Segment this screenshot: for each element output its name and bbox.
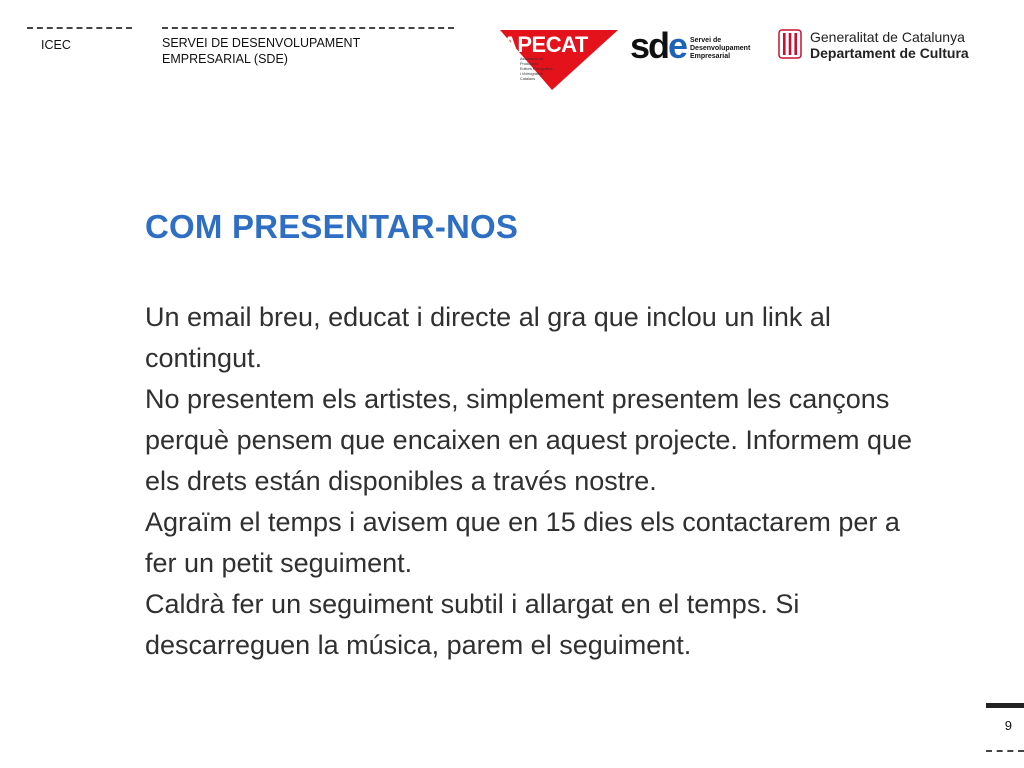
- apecat-subtitle-line: Editors Fonogràfics: [520, 67, 553, 71]
- header-label-icec: ICEC: [41, 38, 71, 52]
- sde-logo: [630, 26, 760, 66]
- generalitat-logo: [778, 28, 988, 64]
- apecat-logo-name: APECAT: [502, 32, 588, 57]
- sde-logo-line: Empresarial: [690, 53, 731, 60]
- sde-logo-mark: sd: [630, 26, 669, 66]
- paragraph-2: No presentem els artistes, simplement presentem les cançons perquè pensem que encaixen en aquest projecte. Informem que els drets están disponibles a través nostre.: [145, 384, 912, 496]
- apecat-subtitle-line: Productors: [520, 62, 539, 66]
- header-label-sde: SERVEI DE DESENVOLUPAMENT EMPRESARIAL (SDE): [162, 36, 360, 66]
- slide-title: COM PRESENTAR-NOS: [145, 208, 519, 245]
- footer-rule: [986, 750, 1024, 752]
- generalitat-line2: Departament de Cultura: [810, 45, 969, 61]
- paragraph-3: Agraïm el temps i avisem que en 15 dies els contactarem per a fer un petit seguiment.: [145, 507, 900, 578]
- header-rule-left: [27, 27, 132, 29]
- generalitat-line1: Generalitat de Catalunya: [810, 29, 965, 45]
- sde-logo-line: Servei de: [690, 37, 722, 44]
- apecat-subtitle-line: Catalans: [520, 77, 535, 81]
- header-rule-sde: [162, 27, 454, 29]
- apecat-subtitle-line: i Videogràfics: [520, 72, 543, 76]
- sde-logo-mark-e: e: [668, 26, 689, 66]
- apecat-subtitle-line: Associació de: [520, 57, 544, 61]
- paragraph-1: Un email breu, educat i directe al gra que inclou un link al contingut.: [145, 302, 831, 373]
- sde-logo-line: Desenvolupament: [690, 45, 751, 52]
- slide-body: [145, 297, 935, 666]
- page-number: 9: [1004, 718, 1012, 733]
- paragraph-4: Caldrà fer un seguiment subtil i allargat en el temps. Si descarreguen la música, parem el seguiment.: [145, 589, 800, 660]
- footer-bar: [986, 703, 1024, 708]
- apecat-logo: [500, 26, 620, 92]
